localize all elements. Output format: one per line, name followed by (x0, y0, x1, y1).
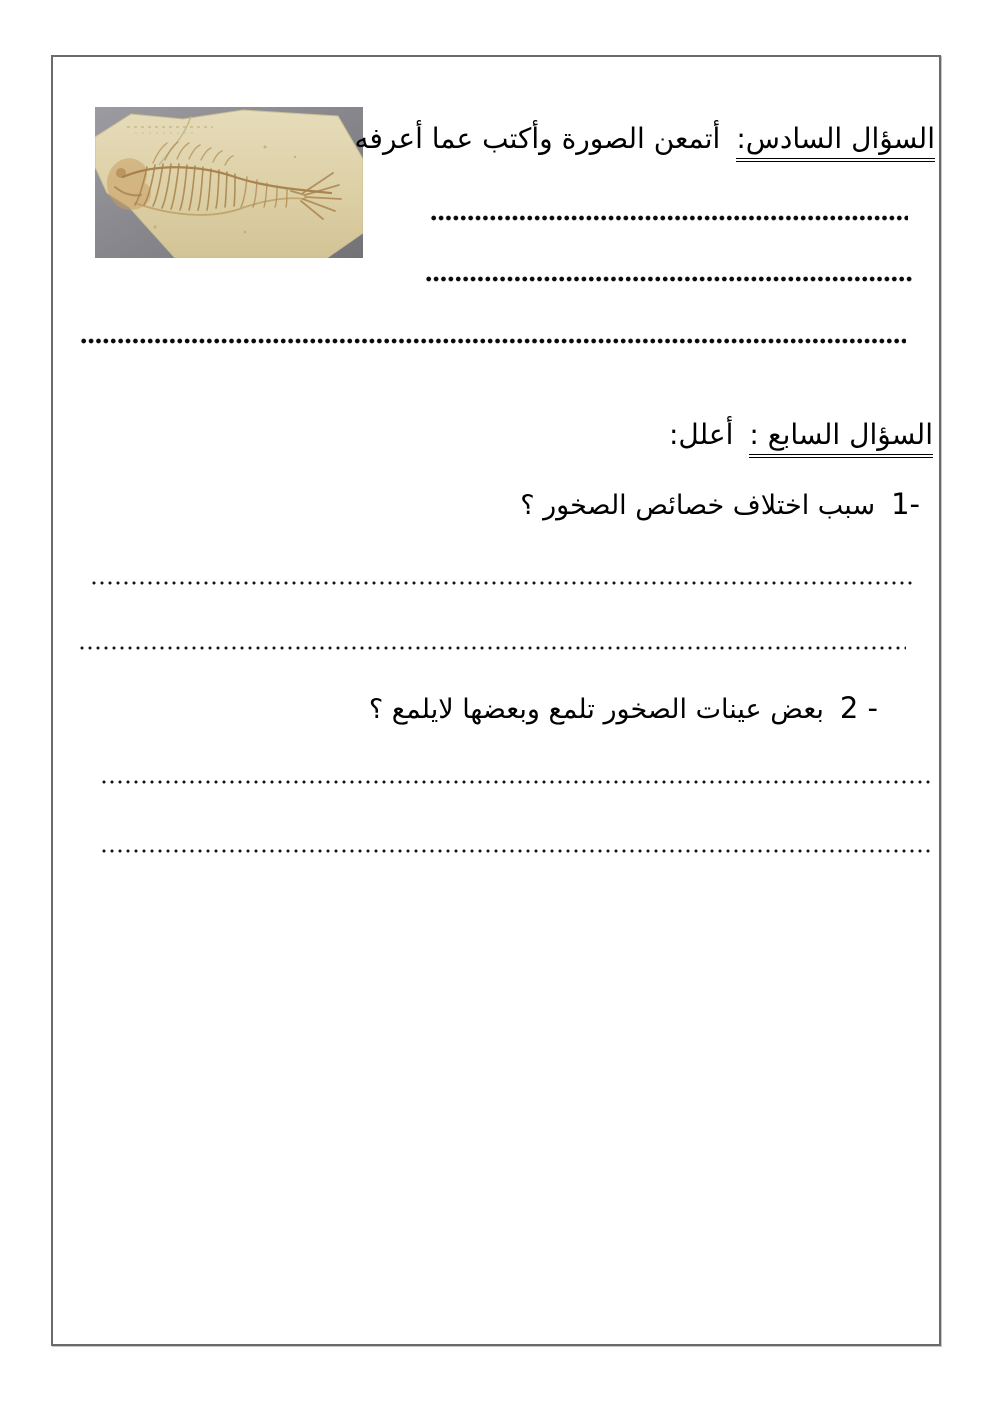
question7-item-2 (369, 690, 878, 727)
answer-line (100, 848, 932, 854)
question7-item-1-number: 1- (891, 487, 920, 521)
question7-label: السؤال السابع : (749, 417, 933, 458)
answer-line (80, 337, 906, 345)
fossil-photo (95, 107, 363, 258)
question7-item-2-number: 2 - (839, 691, 878, 725)
question6-label: السؤال السادس: (736, 121, 935, 162)
question7-item-1 (520, 486, 920, 523)
answer-line (100, 779, 932, 785)
question6-header (355, 121, 935, 162)
question7-header (669, 417, 933, 458)
answer-line (78, 645, 906, 651)
answer-line (90, 580, 912, 586)
question7-item-1-text: سبب اختلاف خصائص الصخور ؟ (520, 490, 876, 521)
answer-line (430, 214, 908, 222)
fish-fossil-image (95, 107, 363, 258)
question6-prompt: أتمعن الصورة وأكتب عما أعرفه (354, 122, 721, 155)
question7-prompt: أعلل: (668, 418, 734, 451)
question7-item-2-text: بعض عينات الصخور تلمع وبعضها لايلمع ؟ (368, 694, 824, 725)
answer-line (425, 275, 913, 283)
